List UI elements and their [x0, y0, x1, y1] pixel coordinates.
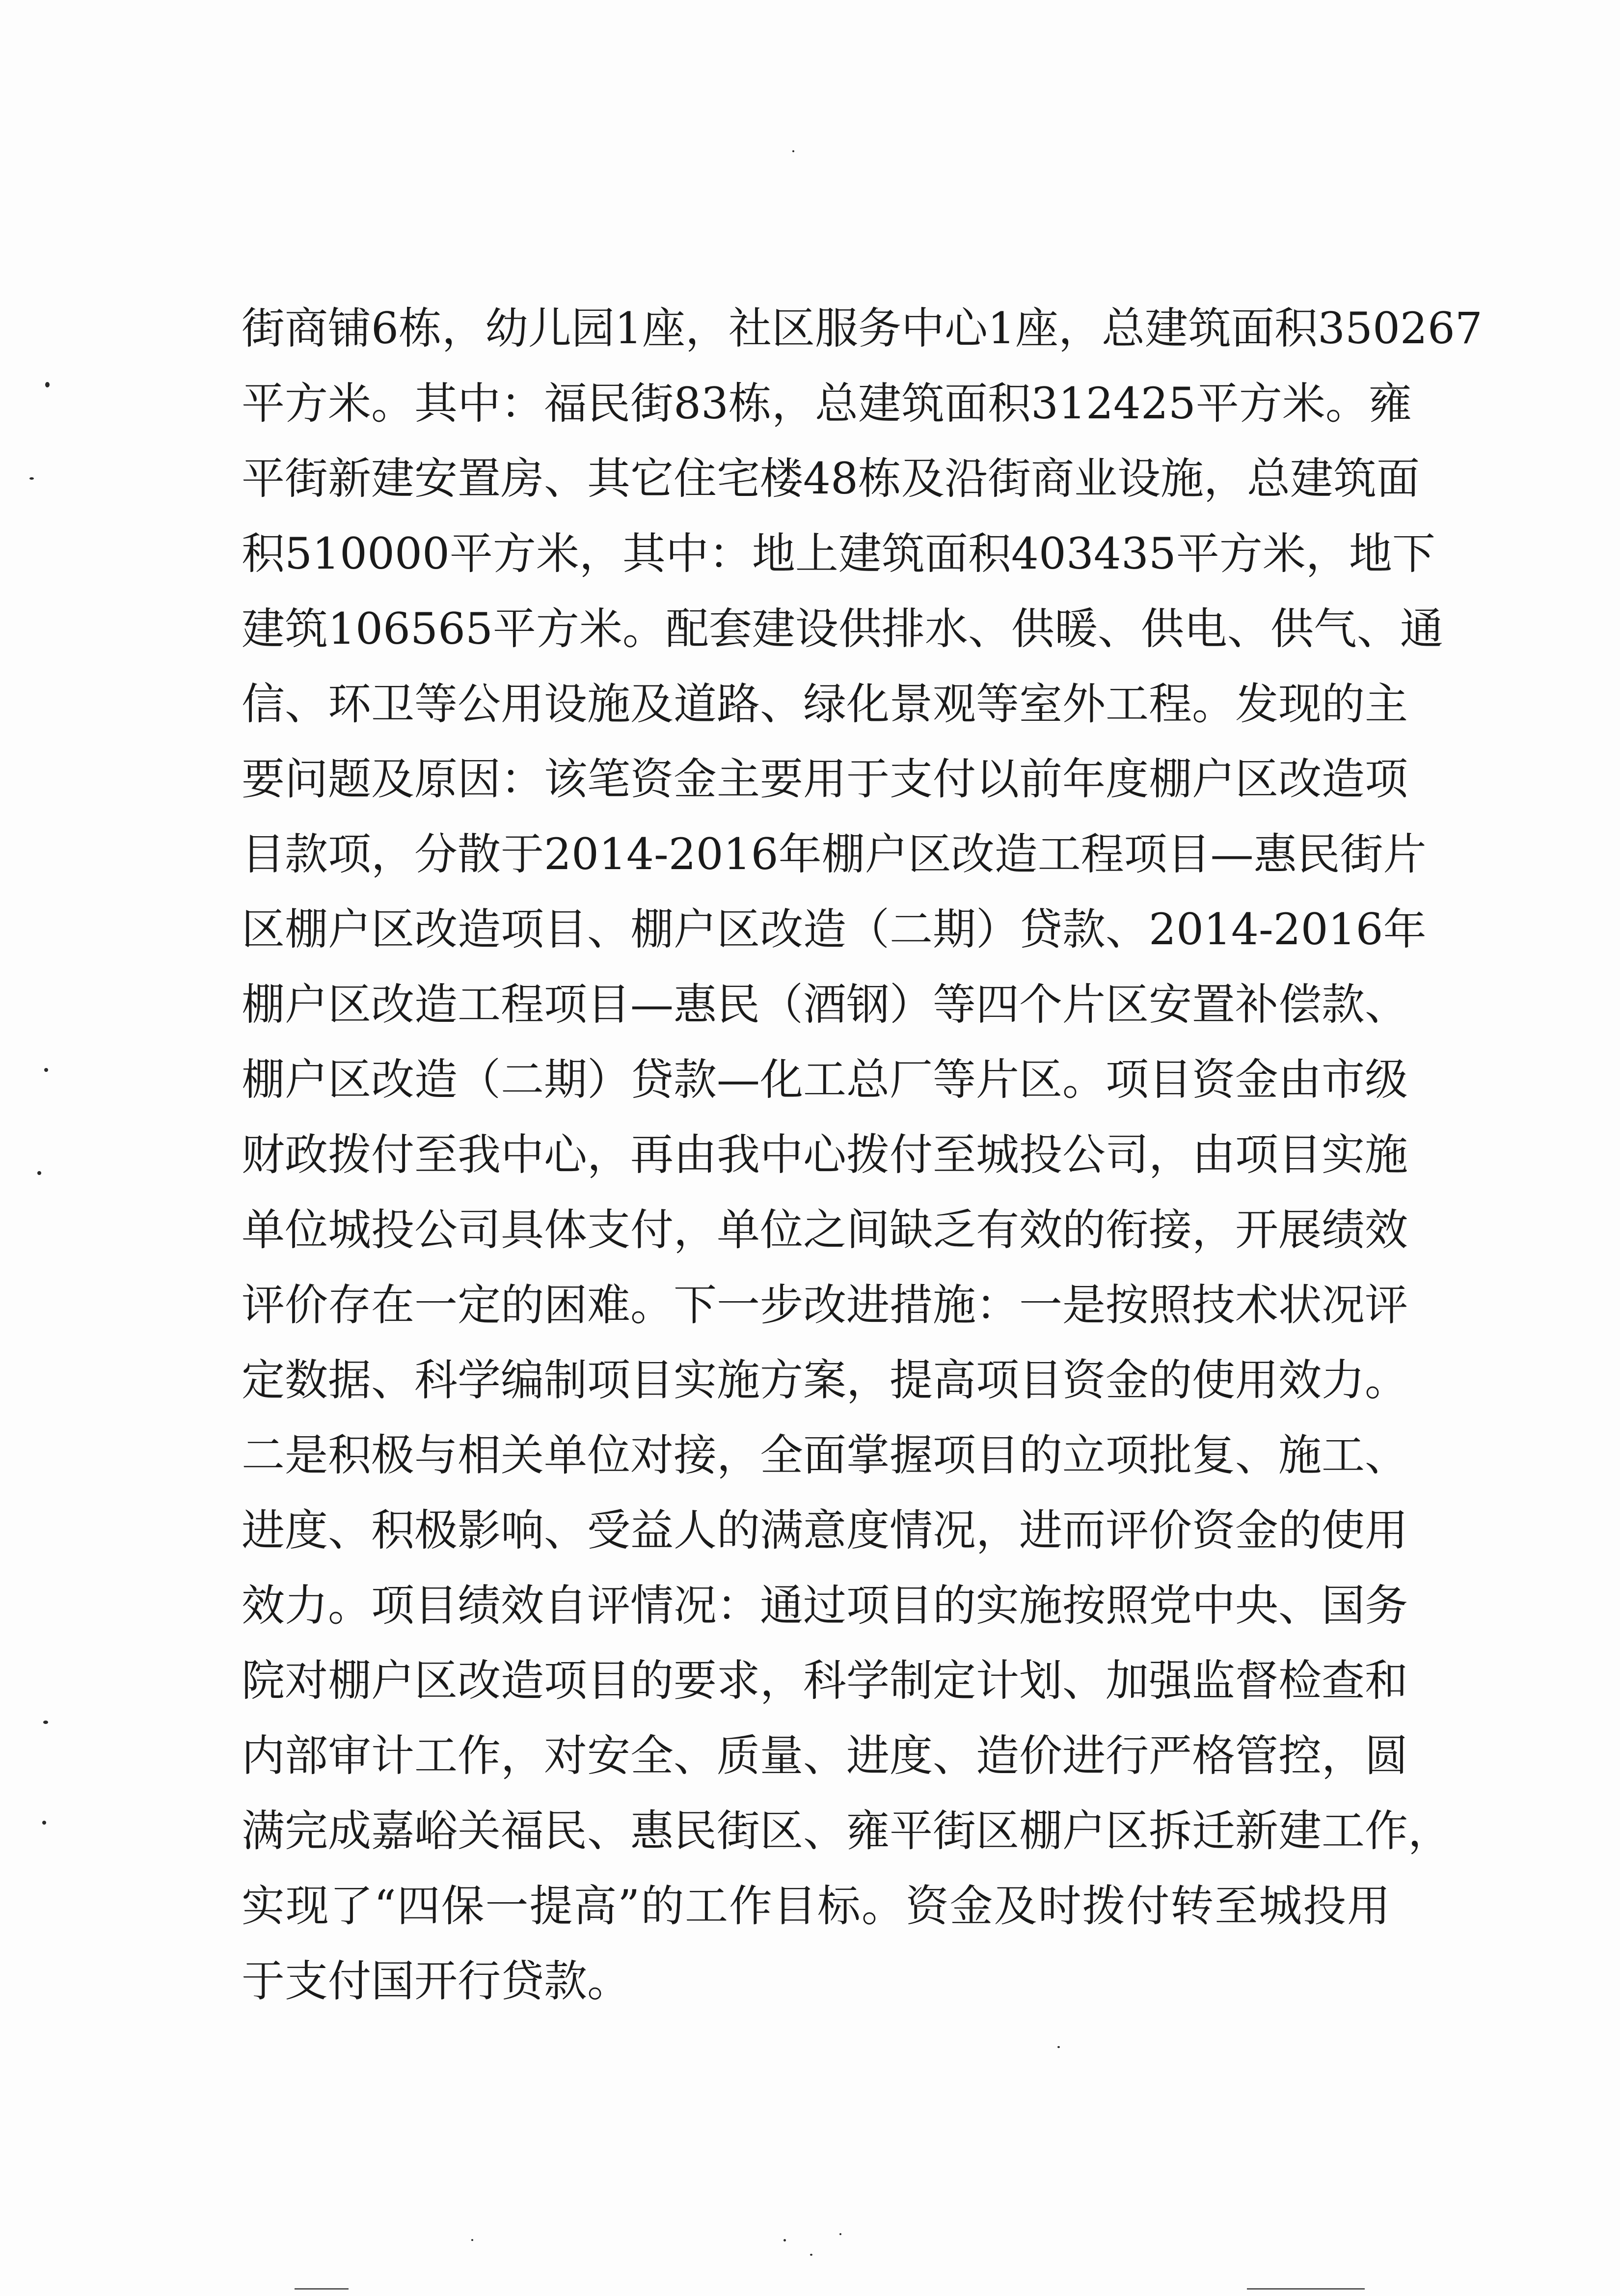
scan-speck	[43, 1721, 48, 1724]
text-line: 实现了“四保一提高”的工作目标。资金及时拨付转至城投用	[242, 1881, 1390, 1931]
text-line: 二是积极与相关单位对接，全面掌握项目的立项批复、施工、	[242, 1430, 1408, 1480]
text-line: 建筑106565平方米。配套建设供排水、供暖、供电、供气、通	[242, 603, 1443, 654]
text-line: 内部审计工作，对安全、质量、进度、造价进行严格管控，圆	[242, 1730, 1408, 1781]
text-line: 目款项，分散于2014-2016年棚户区改造工程项目—惠民街片	[242, 829, 1427, 879]
text-line: 平方米。其中：福民街83栋，总建筑面积312425平方米。雍	[242, 378, 1412, 429]
text-line: 棚户区改造工程项目—惠民（酒钢）等四个片区安置补偿款、	[242, 979, 1408, 1030]
scan-speck	[1057, 2046, 1060, 2048]
scan-speck	[783, 2239, 786, 2241]
scan-speck	[44, 1068, 48, 1072]
text-line: 评价存在一定的困难。下一步改进措施：一是按照技术状况评	[242, 1280, 1408, 1330]
body-text	[242, 291, 1483, 2019]
scan-speck	[839, 2233, 841, 2235]
text-line: 满完成嘉峪关福民、惠民街区、雍平街区棚户区拆迁新建工作，	[242, 1805, 1452, 1856]
text-line: 进度、积极影响、受益人的满意度情况，进而评价资金的使用	[242, 1505, 1408, 1556]
text-line: 积510000平方米，其中：地上建筑面积403435平方米，地下	[242, 528, 1435, 579]
scan-speck	[29, 477, 34, 480]
text-line: 要问题及原因：该笔资金主要用于支付以前年度棚户区改造项	[242, 754, 1408, 804]
scan-speck	[792, 150, 794, 152]
scan-speck	[42, 1821, 46, 1825]
text-line: 定数据、科学编制项目实施方案，提高项目资金的使用效力。	[242, 1355, 1408, 1405]
text-line: 街商铺6栋，幼儿园1座，社区服务中心1座，总建筑面积350267	[242, 303, 1483, 354]
scan-speck	[37, 1171, 41, 1175]
scan-speck	[471, 2239, 473, 2241]
scan-edge-mark	[295, 2288, 349, 2290]
text-line: 院对棚户区改造项目的要求，科学制定计划、加强监督检查和	[242, 1655, 1408, 1706]
text-line: 平街新建安置房、其它住宅楼48栋及沿街商业设施，总建筑面	[242, 453, 1420, 504]
text-line: 财政拨付至我中心，再由我中心拨付至城投公司，由项目实施	[242, 1129, 1408, 1180]
text-line: 区棚户区改造项目、棚户区改造（二期）贷款、2014-2016年	[242, 904, 1427, 955]
text-line: 棚户区改造（二期）贷款—化工总厂等片区。项目资金由市级	[242, 1054, 1408, 1105]
text-line: 单位城投公司具体支付，单位之间缺乏有效的衔接，开展绩效	[242, 1204, 1408, 1255]
scan-speck	[45, 382, 50, 387]
scan-edge-mark	[1247, 2288, 1365, 2290]
text-line: 效力。项目绩效自评情况：通过项目的实施按照党中央、国务	[242, 1580, 1408, 1631]
scan-speck	[810, 2254, 812, 2256]
text-line: 于支付国开行贷款。	[242, 1956, 631, 2006]
text-line: 信、环卫等公用设施及道路、绿化景观等室外工程。发现的主	[242, 679, 1408, 729]
